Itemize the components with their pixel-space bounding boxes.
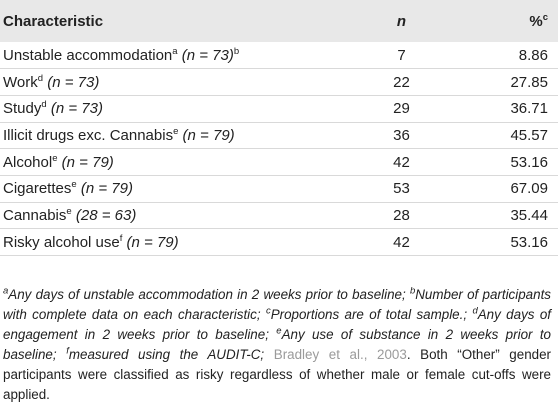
cell-n: 28 [393,206,410,224]
header-percent [453,0,558,42]
cell-percent: 36.71 [510,100,548,118]
header-n: n [396,12,407,30]
table-row [0,69,558,96]
characteristic-footnote-mark: d [37,72,44,84]
cell-percent: 53.16 [510,153,548,171]
cell-n: 7 [397,46,406,64]
cell-characteristic [0,229,350,256]
cell-percent: 53.16 [510,233,548,251]
header-percent-sup: c [542,11,548,23]
citation-link[interactable]: Bradley et al., 2003 [273,347,407,362]
cell-characteristic [0,95,350,122]
characteristic-sample-size: (n = 79) [122,233,179,251]
cell-percent: 35.44 [510,206,548,224]
table-row [0,42,558,69]
characteristic-footnote-mark: e [71,179,77,191]
footnote-mark-e: e [276,325,282,337]
characteristic-label: Illicit drugs exc. Cannabis [3,126,174,144]
characteristic-label: Risky alcohol use [3,233,120,251]
characteristic-label: Work [3,73,38,91]
cell-characteristic [0,122,350,149]
footnote-mark-d: d [472,305,478,317]
header-percent-label: % [529,12,543,30]
table-row [0,175,558,202]
footnote-mark-a: a [3,285,9,297]
cell-characteristic [0,149,350,176]
characteristic-footnote-mark: f [119,232,123,244]
sample-size-footnote-mark: b [233,45,240,57]
footnote-tail: . Both “Other” gender participants were classified as risky regardless of whether male or female cut-offs were applied. [3,347,552,402]
characteristic-label: Alcohol [3,153,53,171]
characteristic-sample-size: (n = 73) [46,100,103,118]
footnote-text-c: Proportions are of total sample.; [270,307,473,322]
cell-n: 29 [393,100,410,118]
characteristic-footnote-mark: d [41,99,47,111]
footnote-text-a: Any days of unstable accommodation in 2 weeks prior to baseline; [8,287,410,302]
cell-characteristic [0,175,350,202]
footnote-mark-c: c [265,305,271,317]
table-row [0,229,558,256]
table-row [0,149,558,176]
cell-n: 22 [393,73,410,91]
characteristic-sample-size: (n = 73) [43,73,100,91]
characteristic-sample-size: (n = 79) [57,153,114,171]
footnote-text-b: Number of participants with complete data on each characteristic; [3,287,551,322]
footnote-mark-f: f [66,345,69,357]
cell-n: 42 [393,233,410,251]
characteristic-label: Study [3,100,42,118]
characteristic-sample-size: (n = 79) [178,126,235,144]
characteristic-sample-size: (28 = 63) [71,206,137,224]
characteristic-footnote-mark: a [172,45,178,57]
cell-percent: 8.86 [518,46,548,64]
characteristic-label: Cannabis [3,206,67,224]
cell-characteristic [0,69,350,96]
cell-n: 53 [393,180,410,198]
cell-n: 36 [393,126,410,144]
cell-percent: 67.09 [510,180,548,198]
footnote-text-f: measured using the AUDIT-C; [68,347,274,362]
characteristic-label: Unstable accommodation [3,46,173,64]
footnote-mark-b: b [409,285,416,297]
header-characteristic: Characteristic [3,12,104,30]
table-footnote [3,285,551,405]
header-row [0,0,558,42]
table-row [0,202,558,229]
cell-percent: 27.85 [510,73,548,91]
characteristic-sample-size: (n = 79) [76,180,133,198]
table-row [0,95,558,122]
footnote-text-e: Any use of substance in 2 weeks prior to baseline; [3,327,551,362]
characteristic-footnote-mark: e [66,205,72,217]
characteristic-footnote-mark: e [173,125,179,137]
table-body [0,42,558,256]
cell-percent: 45.57 [510,126,548,144]
table-row [0,122,558,149]
table-header [0,0,558,42]
cell-n: 42 [393,153,410,171]
footnote-text-d: Any days of engagement in 2 weeks prior to baseline; [3,307,551,342]
cell-characteristic [0,202,350,229]
characteristic-footnote-mark: e [52,152,58,164]
characteristic-sample-size: (n = 73) [177,46,234,64]
characteristic-label: Cigarettes [3,180,72,198]
cell-characteristic [0,42,350,69]
